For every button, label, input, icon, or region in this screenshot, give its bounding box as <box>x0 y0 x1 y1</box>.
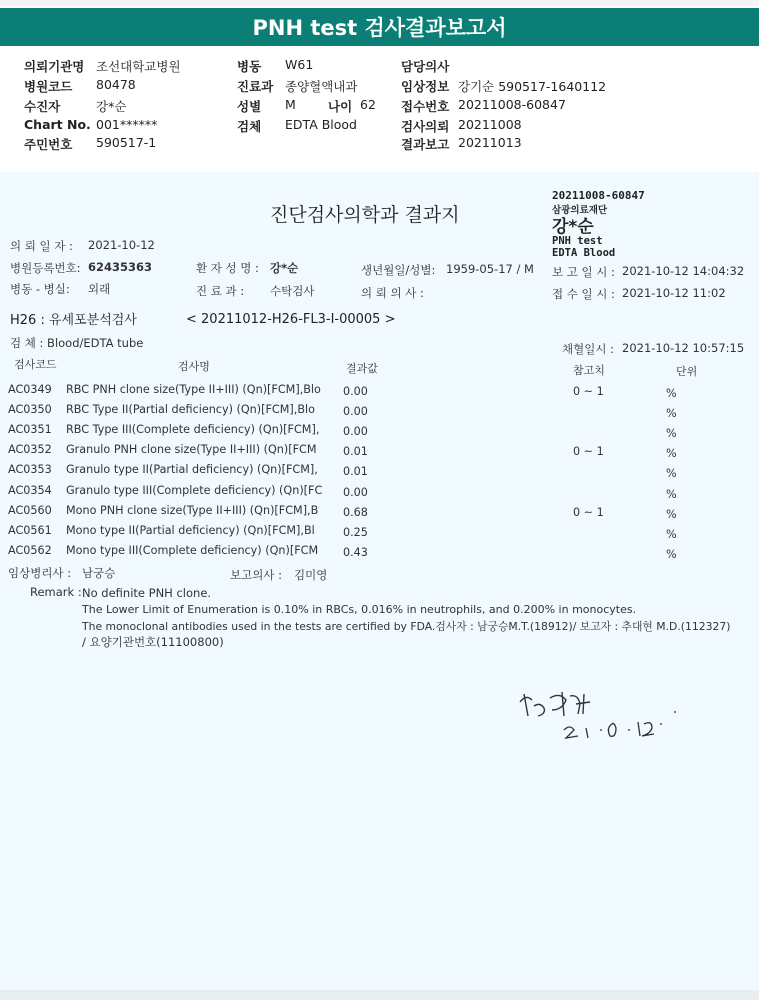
sticker-name: 강*순 <box>552 217 594 237</box>
header-value-department: 종양혈액내과 <box>285 79 358 94</box>
col-header-name: 검사명 <box>178 360 210 373</box>
row-code: AC0350 <box>8 403 52 416</box>
receipt-date-label: 접 수 일 시 : <box>552 287 615 301</box>
row-result: 0.25 <box>343 526 368 539</box>
test-code: H26 : 유세포분석검사 <box>10 313 137 328</box>
header-value-age: 62 <box>360 97 376 112</box>
header-value-receipt-no: 20211008-60847 <box>458 97 566 112</box>
reporter: 김미영 <box>294 568 328 582</box>
row-result: 0.43 <box>343 546 368 559</box>
header-label-report-date: 결과보고 <box>401 137 450 152</box>
row-code: AC0352 <box>8 443 52 456</box>
header-value-hospital-code: 80478 <box>96 77 136 92</box>
patient-name: 강*순 <box>270 261 299 275</box>
collect-date: 2021-10-12 10:57:15 <box>622 341 745 355</box>
header-label-institution: 의뢰기관명 <box>24 59 85 74</box>
row-test-name: Granulo type III(Complete deficiency) (Qn)[FC <box>66 484 323 497</box>
header-label-doctor: 담당의사 <box>401 59 450 74</box>
header-value-report-date: 20211013 <box>458 135 522 150</box>
row-result: 0.01 <box>343 445 368 458</box>
row-code: AC0354 <box>8 484 52 497</box>
header-value-chart-no: 001****** <box>96 117 158 132</box>
header-label-ward: 병동 <box>237 59 262 74</box>
dept: 수탁검사 <box>270 284 315 298</box>
row-result: 0.00 <box>343 385 368 398</box>
row-code: AC0351 <box>8 423 52 436</box>
row-unit: % <box>666 427 677 440</box>
header-label-hospital-code: 병원코드 <box>24 79 73 94</box>
bottom-strip <box>0 990 759 1000</box>
request-date: 2021-10-12 <box>88 238 155 252</box>
row-unit: % <box>666 508 677 521</box>
row-test-name: Granulo type II(Partial deficiency) (Qn)[FCM], <box>66 463 318 476</box>
ward-label: 병동 - 병실: <box>10 282 70 296</box>
row-code: AC0560 <box>8 504 52 517</box>
row-test-name: RBC Type II(Partial deficiency) (Qn)[FCM],Blo <box>66 403 315 416</box>
report-title: PNH test 검사결과보고서 <box>0 8 759 46</box>
row-unit: % <box>666 387 677 400</box>
header-value-patient: 강*순 <box>96 99 127 114</box>
header-value-clinical-info: 강기순 590517-1640112 <box>458 79 607 94</box>
header-label-chart-no: Chart No. <box>24 117 91 132</box>
receipt-date: 2021-10-12 11:02 <box>622 286 726 300</box>
row-result: 0.01 <box>343 465 368 478</box>
specimen-line: 검 체 : Blood/EDTA tube <box>10 336 144 350</box>
row-code: AC0353 <box>8 463 52 476</box>
header-label-sex: 성별 <box>237 99 262 114</box>
row-result: 0.68 <box>343 506 368 519</box>
header-label-patient: 수진자 <box>24 99 61 114</box>
sticker-test: PNH test <box>552 235 603 247</box>
row-result: 0.00 <box>343 425 368 438</box>
dept-label: 진 료 과 : <box>196 284 245 298</box>
handwritten-signature <box>510 680 700 750</box>
row-reference: 0 ~ 1 <box>573 445 604 458</box>
col-header-ref: 참고치 <box>573 364 605 377</box>
col-header-result: 결과값 <box>346 362 378 375</box>
row-unit: % <box>666 467 677 480</box>
col-header-code: 검사코드 <box>14 358 57 371</box>
row-unit: % <box>666 407 677 420</box>
header-label-specimen: 검체 <box>237 119 262 134</box>
row-test-name: Granulo PNH clone size(Type II+III) (Qn)[FCM <box>66 443 317 456</box>
remark-line-4: / 요양기관번호(11100800) <box>82 635 224 649</box>
remark-label: Remark : <box>30 585 82 599</box>
header-label-department: 진료과 <box>237 79 274 94</box>
row-unit: % <box>666 488 677 501</box>
dob-label: 생년월일/성별: <box>361 263 436 277</box>
col-header-unit: 단위 <box>676 365 698 378</box>
header-value-institution: 조선대학교병원 <box>96 59 181 74</box>
test-id: < 20211012-H26-FL3-I-00005 > <box>186 312 396 327</box>
report-date: 2021-10-12 14:04:32 <box>622 264 745 278</box>
header-value-ward: W61 <box>285 57 314 72</box>
top-edge <box>0 0 759 6</box>
header-label-clinical-info: 임상정보 <box>401 79 450 94</box>
row-unit: % <box>666 447 677 460</box>
sticker-org: 삼광의료재단 <box>552 205 608 216</box>
reporter-label: 보고의사 : <box>230 568 282 582</box>
dob: 1959-05-17 / M <box>446 262 534 276</box>
pathologist-label: 임상병리사 : <box>8 566 72 580</box>
row-code: AC0561 <box>8 524 52 537</box>
header-value-resident-no: 590517-1 <box>96 135 157 150</box>
row-test-name: Mono type III(Complete deficiency) (Qn)[FCM <box>66 544 319 557</box>
remark-line-3: The monoclonal antibodies used in the tests are certified by FDA.검사자 : 남궁승M.T.(18912)/ 보고자 : 추대현 M.D.(112327) <box>82 620 731 633</box>
row-reference: 0 ~ 1 <box>573 385 604 398</box>
doc-title: 진단검사의학과 결과지 <box>270 204 460 226</box>
header-label-request-date: 검사의뢰 <box>401 119 450 134</box>
reg-no: 62435363 <box>88 260 153 274</box>
remark-line-1: No definite PNH clone. <box>82 586 212 600</box>
row-test-name: Mono type II(Partial deficiency) (Qn)[FCM],Bl <box>66 524 315 537</box>
row-unit: % <box>666 528 677 541</box>
remark-line-2: The Lower Limit of Enumeration is 0.10% in RBCs, 0.016% in neutrophils, and 0.200% in monocytes. <box>82 603 637 616</box>
sticker-specimen: EDTA Blood <box>552 247 616 259</box>
row-code: AC0349 <box>8 383 52 396</box>
pathologist: 남궁승 <box>82 566 116 580</box>
header-value-request-date: 20211008 <box>458 117 522 132</box>
header-label-resident-no: 주민번호 <box>24 137 73 152</box>
patient-label: 환 자 성 명 : <box>196 261 259 275</box>
row-result: 0.00 <box>343 405 368 418</box>
header-label-age: 나이 <box>328 99 353 114</box>
row-unit: % <box>666 548 677 561</box>
header-value-specimen: EDTA Blood <box>285 117 357 132</box>
header-label-receipt-no: 접수번호 <box>401 99 450 114</box>
row-code: AC0562 <box>8 544 52 557</box>
row-test-name: Mono PNH clone size(Type II+III) (Qn)[FCM],B <box>66 504 319 517</box>
doctor-label: 의 뢰 의 사 : <box>361 286 424 300</box>
report-date-label: 보 고 일 시 : <box>552 265 615 279</box>
header-value-sex: M <box>285 97 296 112</box>
collect-date-label: 채혈일시 : <box>562 342 614 356</box>
row-test-name: RBC Type III(Complete deficiency) (Qn)[FCM], <box>66 423 320 436</box>
row-test-name: RBC PNH clone size(Type II+III) (Qn)[FCM],Blo <box>66 383 321 396</box>
reg-no-label: 병원등록번호: <box>10 261 81 275</box>
ward: 외래 <box>88 282 111 296</box>
row-result: 0.00 <box>343 486 368 499</box>
row-reference: 0 ~ 1 <box>573 506 604 519</box>
request-date-label: 의 뢰 일 자 : <box>10 239 73 253</box>
sticker-number: 20211008-60847 <box>552 189 645 202</box>
